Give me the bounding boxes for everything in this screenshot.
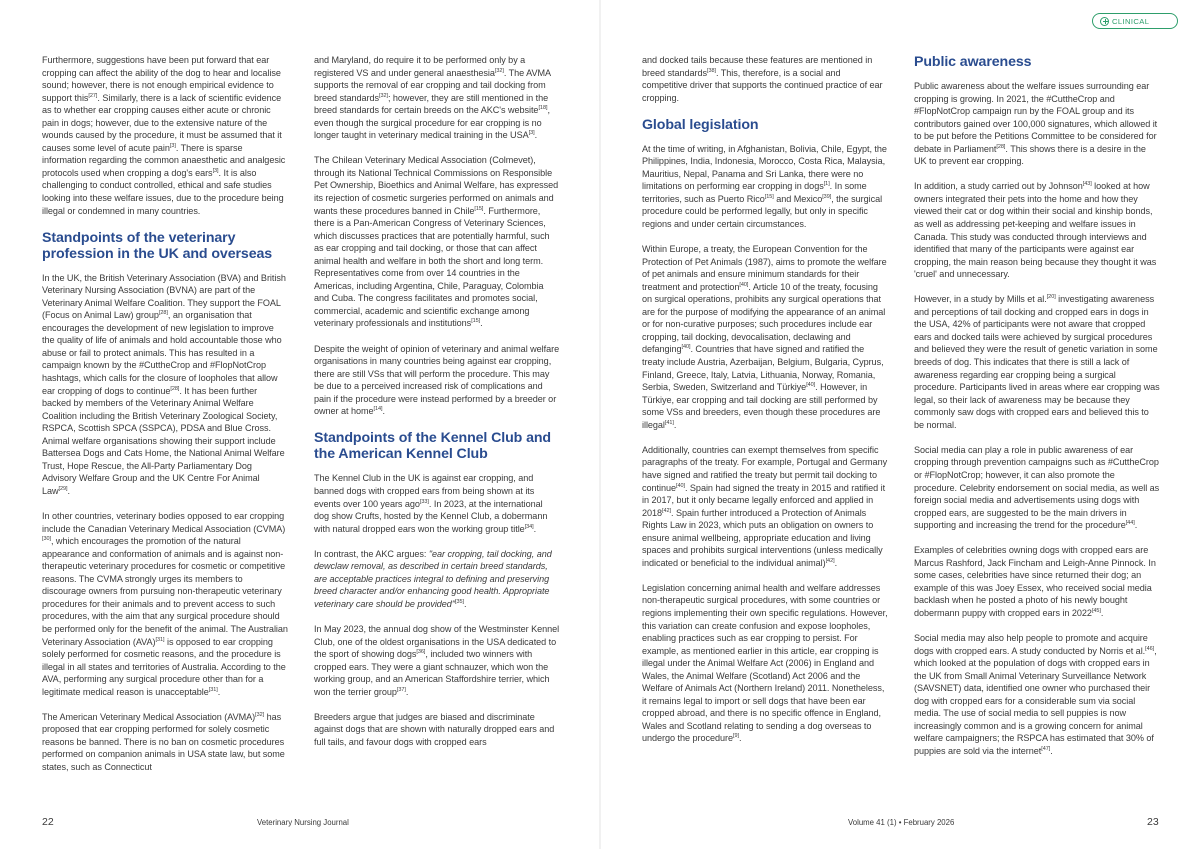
page-gutter: [599, 0, 601, 849]
clinical-badge: [1092, 13, 1178, 29]
section-heading-global-legislation: Global legislation: [642, 116, 759, 133]
paragraph: The Kennel Club in the UK is against ear cropping, and banned dogs with cropped ears from being shown at its events over 100 years ago[33]. In 2023, at the international dog show Crufts, hosted by the Kennel Club, a dobermann with natural dropped ears won the working group title[34].: [314, 473, 548, 534]
column-2: [314, 54, 560, 761]
paragraph: Social media may also help people to promote and acquire dogs with cropped ears. A study conducted by Norris et al.[46], which looked at the population of dogs with cropped ears in the UK from Small Animal Veterinary Surveillance Network (SAVSNET) data, identified one owner who purchased their dog with cropped ears for a considerable sum via social media. The use of social media to sell puppies is now increasingly common and is a growing concern for animal welfare campaigners; the RSPCA has estimated that 30% of puppies are sold via the internet[47].: [914, 633, 1157, 756]
paragraph: Social media can play a role in public awareness of ear cropping through prevention campaigns such as #CuttheCrop or #FlopNotCrop; however, it can also promote the procedure. Celebrity endorsement on social media, as well as foreign social media and advertisements using dogs with cropped ears, are suggested to be the main drivers in supporting and increasing the trend for the procedure[44].: [914, 444, 1160, 531]
paragraph: Furthermore, suggestions have been put forward that ear cropping can affect the ability of the dog to hear and localise sound; however, there is not enough empirical evidence to support this[27]. Similarly, there is a lack of scientific evidence as to whether ear cropping causes either acute or chronic pain in dogs; however, due to the extensive nature of the wounds caused by the procedure, it must be assumed that it causes some level of acute pain[3]. There is sparse information regarding the common anaesthetic and analgesic protocols used when cropping a dog's ears[3]. It is also challenging to conduct controlled, ethical and safe studies looking into these welfare issues, due to the procedure being illegal or condemned in many countries.: [42, 55, 286, 216]
section-heading-veterinary-profession: Standpoints of the veterinary profession in the UK and overseas: [42, 229, 273, 262]
plus-circle-icon: [1100, 17, 1109, 26]
journal-title: Veterinary Nursing Journal: [257, 818, 349, 827]
paragraph: Breeders argue that judges are biased and discriminate against dogs that are shown with naturally dropped ears and full tails, and favour dogs with cropped ears: [314, 711, 555, 747]
paragraph: In contrast, the AKC argues: "ear cropping, tail docking, and dewclaw removal, as described in certain breed standards, are acceptable practices integral to defining and preserving breed character and/or enhancing good health. Appropriate veterinary care should be provided"[35].: [314, 548, 552, 609]
paragraph: Legislation concerning animal health and welfare addresses non-therapeutic surgical procedures, with some countries or regions implementing their own specific regulations. However, this variation can create confusion and expose loopholes, enabling practices such as ear cropping to persist. For example, as mentioned earlier in this article, ear cropping is illegal under the Animal Welfare Act (2006) in England and Wales, the Animal Welfare (Scotland) Act 2006 and the Welfare of Animals Act (Northern Ireland) 2011. Nonetheless, it remains legal to import or sell dogs that have been ear cropped abroad, and there is no specific offence in England, Wales and Scotland relating to sending a dog overseas to undergo the procedure[9].: [642, 582, 888, 744]
column-1: [42, 54, 288, 786]
paragraph: Within Europe, a treaty, the European Convention for the Protection of Pet Animals (1987), aims to promote the welfare of pet animals and ensure minimum standards for their treatment and protection[40]. Article 10 of the treaty, focusing on surgical operations, prohibits any surgical operations that are for the purpose of modifying the appearance of an animal or for non-curative purposes; such procedures include ear cropping, tail docking, devocalisation, declawing and defanging[40]. Countries that have signed and ratified the treaty include Austria, Azerbaijan, Belgium, Bulgaria, Cyprus, Finland, Greece, Italy, Latvia, Lithuania, Norway, Romania, Serbia, Sweden, Switzerland and Türkiye[40]. However, in Türkiye, ear cropping and tail docking are still performed by some VSs and breeders, even though these procedures are illegal[41].: [642, 244, 887, 430]
section-heading-kennel-club: Standpoints of the Kennel Club and the American Kennel Club: [314, 430, 551, 463]
paragraph: and docked tails because these features are mentioned in breed standards[38]. This, therefore, is a social and competitive driver that supports the continued practice of ear cropping.: [642, 55, 883, 103]
badge-label: CLINICAL: [1112, 16, 1150, 26]
paragraph: In addition, a study carried out by Johnson[43] looked at how owners integrated their pets into the home and how they viewed their cat or dog within their social and kinship bonds, as well as addressing pet-keeping and welfare issues in Canada. This study was conducted through interviews and identified that many of the participants were against ear cropping, the main reason being because they thought it was 'cruel' and unnecessary.: [914, 181, 1157, 280]
paragraph: Despite the weight of opinion of veterinary and animal welfare organisations in many countries being against ear cropping, there are still VSs that will perform the procedure. This may be due to a perceived increased risk of complications and pain if the procedure were instead performed by a breeder or owner at home[14].: [314, 343, 560, 417]
paragraph: The American Veterinary Medical Association (AVMA)[32] has proposed that ear cropping performed for solely cosmetic reasons be banned. There is no ban on cosmetic procedures performed on companion animals in USA state law, but some states, such as Connecticut: [42, 711, 285, 772]
section-heading-public-awareness: Public awareness: [914, 54, 1032, 70]
paragraph: Examples of celebrities owning dogs with cropped ears are Marcus Rashford, Jack Fincham and Leigh-Anne Pinnock. In some cases, celebrities have since returned their dog; an example of this was Joey Essex, who received social media backlash when he posted a photo of his newly bought dobermann puppy with cropped ears in 2022[45].: [914, 545, 1156, 618]
paragraph: However, in a study by Mills et al.[20] investigating awareness and perceptions of tail docking and cropped ears in dogs in the USA, 42% of participants were not aware that cropped ears and docked tails were achieved by surgical procedures and believed they were the result of genetic variation in some breeds of dog. This indicates that there is still a lack of awareness regarding ear cropping being a surgical procedure. Participants lived in areas where ear cropping was legal, so their lack of awareness may be because they commonly saw dogs with cropped ears and believed this to be normal.: [914, 294, 1160, 430]
column-3: [642, 54, 888, 758]
paragraph: In May 2023, the annual dog show of the Westminster Kennel Club, one of the oldest organisations in the USA dedicated to the sport of showing dogs[36], included two winners with cropped ears. They were a giant schnauzer, which won the working group, and an American Staffordshire terrier, which won the terrier group[37].: [314, 623, 560, 697]
paragraph: The Chilean Veterinary Medical Association (Colmevet), through its National Technical Commissions on Responsible Pet Ownership, Bioethics and Animal Welfare, has expressed its rejection of cosmetic surgeries performed on animals and wants these procedures banned in Chile[15]. Furthermore, there is a Pan-American Congress of Veterinary Sciences, which discusses practices that are potentially harmful, such as ear cropping and tail docking, or those that can affect animal health and welfare in both the short and long term. Representatives come from over 14 countries in the Americas, including Argentina, Chile, Paraguay, Colombia and Cuba. The congress facilitates and promotes social, commercial, academic and scientific exchange among veterinary professionals and institutions[15].: [314, 155, 559, 329]
paragraph: Public awareness about the welfare issues surrounding ear cropping is growing. In 2021, the #CuttheCrop and #FlopNotCrop campaign run by the FOAL group and its contributors gained over 100,000 signatures, which allowed it to be put before the Petitions Committee to be considered for debate in Parliament[28]. This shows there is a desire in the UK to prevent ear cropping.: [914, 81, 1158, 167]
paragraph: In the UK, the British Veterinary Association (BVA) and British Veterinary Nursing Association (BVNA) are part of the Veterinary Animal Welfare Coalition. They support the FOAL (Focus on Animal Law) group[28], an organisation that encourages the development of new legislation to improve the quality of life of animals and hold accountable those who abuse or fail to protect animals. This has resulted in a campaign known by the #CuttheCrop and #FlopNotCrop hashtags, which calls for the closure of loopholes that allow ear cropping of dogs to continue[28]. It has been further backed by members of the Veterinary Animal Welfare Coalition including the British Veterinary Zoological Society, RSPCA, Scottish SPCA (SSPCA), PDSA and Blue Cross. Animal welfare organisations showing their support include Battersea Dogs and Cats Home, the National Animal Welfare Trust, Hope Rescue, the All-Party Parliamentary Dog Advisory Welfare Group and the UK Centre For Animal Law[29].: [42, 272, 286, 496]
volume-issue: Volume 41 (1) • February 2026: [848, 818, 955, 827]
paragraph: and Maryland, do require it to be performed only by a registered VS and under general anaesthesia[32]. The AVMA supports the removal of ear cropping and tail docking from breed standards[32]; however, they are still mentioned in the breed standards for certain breeds on the AKC's website[18], even though the surgical procedure for ear cropping is no longer taught in veterinary medical training in the USA[3].: [314, 55, 551, 141]
paragraph: Additionally, countries can exempt themselves from specific paragraphs of the treaty. For example, Portugal and Germany have signed and ratified the treaty but permit tail docking to continue[40]. Spain had signed the treaty in 2015 and ratified it in 2017, but it only became legally enforced and applied in 2018[42]. Spain further introduced a Protection of Animals Rights Law in 2023, which puts an obligation on owners to ensure animal wellbeing, appropriate education and living spaces and prohibits surgical interventions (unless medically indicated or beneficial to the individual animal)[42].: [642, 444, 888, 568]
paragraph: In other countries, veterinary bodies opposed to ear cropping include the Canadian Veterinary Medical Association (CVMA)[30], which encourages the promotion of the natural appearance and conformation of animals and is against non-therapeutic veterinary procedures for cosmetic or competitive reasons. The CVMA strongly urges its members to discourage owners from pursuing non-therapeutic veterinary procedures for their animals and to prevent access to such procedures, with the aim that any surgical procedure should be performed only for the benefit of the animal. The Australian Veterinary Association (AVA)[31] is opposed to ear cropping solely performed for cosmetic reasons, and the procedure is illegal in all states and territories of Australia. According to the AVA, performing any surgical procedure other than for a legitimate medical reason is unacceptable[31].: [42, 511, 288, 697]
paragraph: At the time of writing, in Afghanistan, Bolivia, Chile, Egypt, the Philippines, India, Indonesia, Morocco, Costa Rica, Malaysia, Mauritius, Nepal, Panama and Sri Lanka, there were no limitations on performing ear cropping in dogs[1]. In some territories, such as Puerto Rico[15] and Mexico[39], the surgical procedure could be performed legally, but only in specific regions and under certain circumstances.: [642, 143, 887, 230]
left-page-number: 22: [42, 816, 54, 828]
akc-quote: "ear cropping, tail docking, and dewclaw removal, as described in certain breed standards, are acceptable practices integral to defining and preserving breed character and/or enhancing good health. Appropriate veterinary care should be provided": [314, 548, 552, 609]
right-page-number: 23: [1147, 816, 1159, 828]
column-4: [914, 54, 1160, 770]
